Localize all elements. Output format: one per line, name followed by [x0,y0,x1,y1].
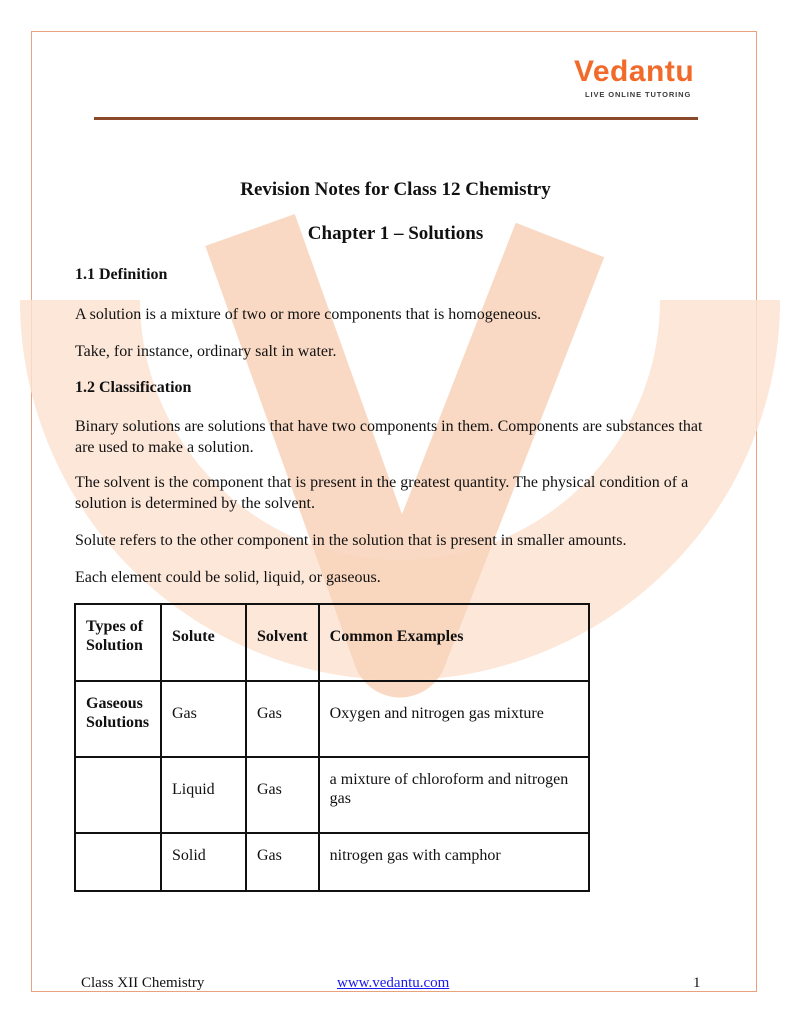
footer-subject: Class XII Chemistry [81,975,205,991]
table-header-row [75,604,589,681]
table-cell [75,757,161,833]
paragraph: Solute refers to the other component in the solution that is present in smaller amounts. [75,532,627,549]
table-row [75,681,589,757]
table-cell: Oxygen and nitrogen gas mixture [319,681,589,757]
column-header: Common Examples [319,604,589,681]
paragraph: Each element could be solid, liquid, or gaseous. [75,569,381,586]
table-cell: Gas [161,681,246,757]
column-header: Solute [161,604,246,681]
paragraph: A solution is a mixture of two or more components that is homogeneous. [75,306,542,323]
table-cell [75,833,161,891]
header-rule [94,117,698,120]
logo-tagline: LIVE ONLINE TUTORING [585,90,692,99]
table-cell: a mixture of chloroform and nitrogen gas [319,757,589,833]
chapter-title: Chapter 1 – Solutions [307,223,484,244]
table-cell: Gaseous Solutions [75,681,161,757]
paragraph: Take, for instance, ordinary salt in water. [75,343,337,360]
table-row [75,757,589,833]
section-heading-definition: 1.1 Definition [75,266,168,283]
page-number: 1 [693,975,701,991]
column-header: Types of Solution [75,604,161,681]
table-cell: Gas [246,833,319,891]
section-heading-classification: 1.2 Classification [75,379,192,396]
table-cell: Gas [246,757,319,833]
table-row [75,833,589,891]
table-cell: Gas [246,681,319,757]
footer-website-link[interactable]: www.vedantu.com [337,975,450,991]
document-title: Revision Notes for Class 12 Chemistry [240,179,551,200]
paragraph: The solvent is the component that is present in the greatest quantity. The physical condition of a solution is determined by the solvent. [75,474,689,512]
column-header: Solvent [246,604,319,681]
table-cell: nitrogen gas with camphor [319,833,589,891]
table-cell: Solid [161,833,246,891]
logo-wordmark: Vedantu [574,55,695,88]
table-cell: Liquid [161,757,246,833]
vedantu-logo[interactable] [574,55,704,105]
solution-types-table [74,603,590,892]
paragraph: Binary solutions are solutions that have two components in them. Components are substances that are used to make a solution. [75,418,703,456]
